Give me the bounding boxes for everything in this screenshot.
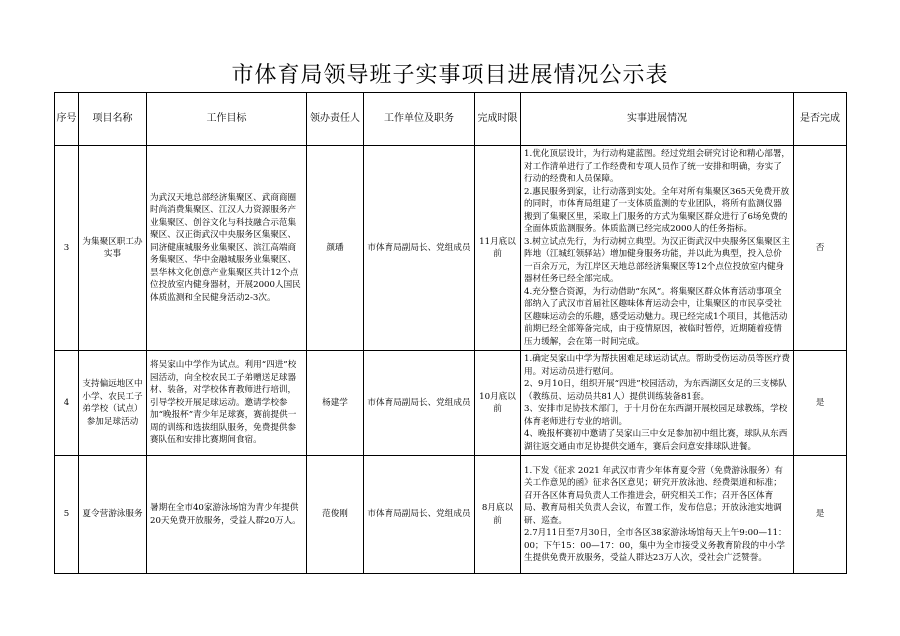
row-progress: [521, 456, 794, 574]
progress-item: 1.优化顶层设计，为行动构建蓝图。经过党组会研究讨论和精心部署，对工作清单进行了工作经费和专项人员作了统一安排和明确，夯实了行动的经费和人员保障。: [524, 149, 791, 184]
row-unit: 市体育局副局长、党组成员: [364, 456, 475, 574]
header-progress: 实事进展情况: [521, 93, 794, 146]
row-no: 3: [55, 146, 79, 351]
row-no: 5: [55, 456, 79, 574]
row-no: 4: [55, 351, 79, 456]
row-done: 否: [794, 146, 847, 351]
header-done: 是否完成: [794, 93, 847, 146]
progress-item: 4、晚报杯赛初中邀请了吴家山三中女足参加初中组比赛，球队从东西湖往返交通由市足协提供交通车，赛后会问意安排球队进餐。: [524, 429, 788, 452]
row-name: 夏令营游泳服务: [79, 456, 147, 574]
row-name: 为集聚区职工办实事: [79, 146, 147, 351]
progress-item: 3.树立试点先行，为行动树立典型。为汉正街武汉中央服务区集聚区主阵地（江城红领驿站）增加健身服务功能，并以此为典型，投入总价一百余万元，为江岸区天地总部经济集聚区等12个点位投放室内健身器材任务已经全部完成。: [524, 236, 791, 284]
header-deadline: 完成时限: [475, 93, 521, 146]
row-goal: 将吴家山中学作为试点。利用“四进”校园活动，向全校农民工子弟赠送足球器材、装备，对学校体育教师进行培训，引导学校开展足球运动。邀请学校参加“晚报杯”青少年足球赛，赛前提供一周的训练和选拔组队服务，免费提供参赛队伍和安排比赛期间食宿。: [147, 351, 307, 456]
row-done: 是: [794, 351, 847, 456]
progress-item: 2、9月10日，组织开展“四进”校园活动，为东西湖区女足的三支梯队（教练员、运动员共81人）提供训练装备81套。: [524, 379, 787, 402]
row-unit: 市体育局副局长、党组成员: [364, 146, 475, 351]
table-header-row: [55, 93, 847, 146]
progress-item: 4.充分整合资源，为行动借助“东风”。将集聚区群众体育活动事项全部纳入了武汉市首届社区趣味体育运动会中，让集聚区的市民享受社区趣味运动会的乐趣，感受运动魅力。现已经完成1个项目，其他活动前期已经全部筹备完成，由于疫情原因，被临时暂停，近期随着疫情压力缓解，会在第一时间完成。: [524, 286, 788, 347]
header-unit: 工作单位及职务: [364, 93, 475, 146]
header-no: 序号: [55, 93, 79, 146]
row-name: 支持偏远地区中小学、农民工子弟学校（试点）参加足球活动: [79, 351, 147, 456]
row-unit: 市体育局副局长、党组成员: [364, 351, 475, 456]
header-leader: 领办责任人: [307, 93, 364, 146]
progress-item: 1.下发《征求 2021 年武汉市青少年体育夏令营（免费游泳服务）有关工作意见的函》征求各区意见；研究开放泳池、经费渠道和标准；召开各区体育局负责人工作推进会，研究相关工作；召开各区体育局、教育局相关负责人会议，布置工作，发布信息；开放泳池实地调研、巡查。: [524, 465, 783, 526]
row-progress: [521, 351, 794, 456]
row-leader: 杨建学: [307, 351, 364, 456]
table-row: [55, 351, 847, 456]
row-done: 是: [794, 456, 847, 574]
progress-table: [54, 92, 847, 574]
table-row: [55, 146, 847, 351]
row-goal: 为武汉天地总部经济集聚区、武商商圈时尚消费集聚区、江汉人力资源服务产业集聚区、创谷文化与科技融合示范集聚区、汉正街武汉中央服务区集聚区、同济健康城服务业集聚区、滨江高端商务集聚区、华中金融城服务业集聚区、昙华林文化创意产业集聚区共计12个点位投放室内健身器材，开展2000人国民体质监测和全民健身活动2-3次。: [147, 146, 307, 351]
row-goal: 暑期在全市40家游泳场馆为青少年提供20天免费开放服务，受益人群20万人。: [147, 456, 307, 574]
row-deadline: 8月底以前: [475, 456, 521, 574]
row-leader: 范俊刚: [307, 456, 364, 574]
table-row: [55, 456, 847, 574]
progress-item: 3、安排市足协技术部门，于十月份在东西湖开展校园足球教练，学校体育老师进行专业的培训。: [524, 404, 788, 427]
row-deadline: 10月底以前: [475, 351, 521, 456]
header-name: 项目名称: [79, 93, 147, 146]
page-title: 市体育局领导班子实事项目进展情况公示表: [231, 63, 669, 88]
row-deadline: 11月底以前: [475, 146, 521, 351]
progress-item: 1.确定吴家山中学为帮扶困难足球运动试点。帮助受伤运动员等医疗费用。对运动员进行慰问。: [524, 354, 791, 377]
row-progress: [521, 146, 794, 351]
progress-item: 2.7月11日至7月30日，全市各区38家游泳场馆每天上午9:00—11：00；下午15：00—17：00，集中为全市接受义务教育阶段的中小学生提供免费开放服务，受益人群达23万人次，受社会广泛赞誉。: [524, 528, 787, 563]
row-leader: 颜璠: [307, 146, 364, 351]
header-goal: 工作目标: [147, 93, 307, 146]
progress-item: 2.惠民服务到家，让行动落到实处。全年对所有集聚区365天免费开放的同时，市体育局组建了一支体质监测的专业团队，将所有监测仪器搬到了集聚区里，采取上门服务的方式为集聚区群众进行了6场免费的全面体质监测服务。体质监测已经完成2000人的任务指标。: [524, 186, 790, 234]
